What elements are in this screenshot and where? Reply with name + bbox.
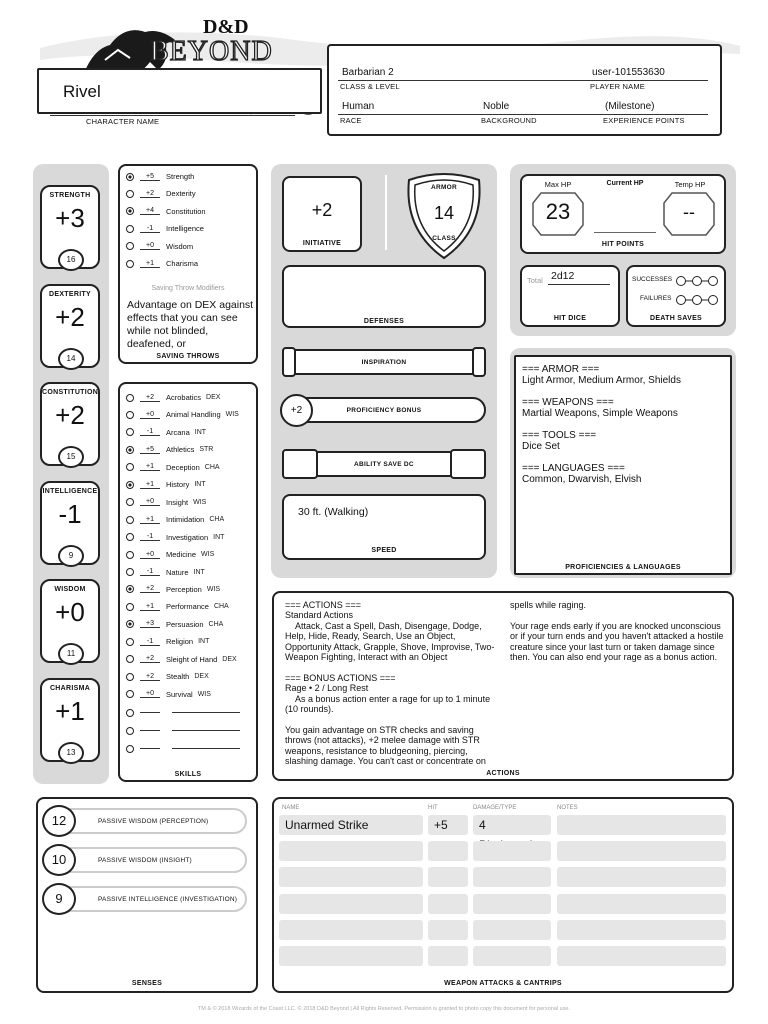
attack-hit-cell	[428, 841, 468, 861]
ability-modifier: +3	[55, 203, 85, 233]
attack-name-cell	[279, 867, 423, 887]
skill-ability: CHA	[213, 603, 229, 611]
skill-mod: +2	[140, 585, 160, 593]
brand-top: D&D	[203, 16, 249, 38]
saving-throw-name: Wisdom	[166, 241, 194, 251]
skill-ability: DEX	[194, 673, 209, 681]
skill-row[interactable]	[126, 441, 213, 458]
hit-dice-label: HIT DICE	[553, 315, 587, 322]
skill-mod: +3	[140, 620, 160, 628]
saving-throw-mod: +2	[140, 190, 160, 198]
proficiency-bonus-value: +2	[280, 394, 313, 427]
hit-points-title: HIT POINTS	[601, 241, 645, 248]
custom-skill-row[interactable]	[126, 722, 240, 739]
footer-legal: TM & © 2018 Wizards of the Coast LLC. © 2018 D&D Beyond | All Rights Reserved. Permission is granted to photo copy this document for personal use.	[197, 1006, 571, 1012]
inspiration-ribbon[interactable]	[282, 349, 486, 375]
ability-score: 16	[58, 249, 84, 271]
ability-wisdom	[40, 579, 100, 663]
proficiency-dot-icon	[126, 481, 134, 489]
attack-notes-cell	[557, 867, 726, 887]
attack-hit-cell	[428, 894, 468, 914]
proficiency-dot-icon	[126, 173, 134, 181]
skill-mod: +2	[140, 673, 160, 681]
character-name-label: CHARACTER NAME	[86, 117, 160, 126]
initiative-value: +2	[311, 200, 333, 220]
skill-row[interactable]	[126, 494, 206, 511]
skill-mod: +0	[140, 498, 160, 506]
saving-throw-row[interactable]	[126, 168, 194, 185]
attack-name-cell	[279, 894, 423, 914]
skill-ability: INT	[194, 481, 206, 489]
initiative-label: INITIATIVE	[302, 240, 342, 247]
skill-name: History	[166, 480, 190, 490]
saving-throws-title: SAVING THROWS	[156, 353, 220, 360]
skill-row[interactable]	[126, 616, 223, 633]
saving-throw-name: Intelligence	[166, 224, 204, 234]
skill-row[interactable]	[126, 476, 206, 493]
skill-name: Sleight of Hand	[166, 654, 218, 664]
skill-mod: +1	[140, 463, 160, 471]
skill-name: Investigation	[166, 532, 209, 542]
passive-sense-label: PASSIVE WISDOM (INSIGHT)	[98, 857, 192, 864]
attack-hit-cell	[428, 946, 468, 966]
custom-skill-row[interactable]	[126, 704, 240, 721]
race-line	[338, 114, 708, 115]
proficiency-dot-icon	[126, 690, 134, 698]
skill-mod: +1	[140, 516, 160, 524]
armor-class-bottom-label: CLASS	[432, 235, 456, 242]
experience-label: EXPERIENCE POINTS	[603, 116, 685, 125]
attack-name-cell	[279, 920, 423, 940]
skill-ability: WIS	[193, 498, 207, 506]
actions-title: ACTIONS	[486, 770, 520, 777]
proficiency-bonus-label: PROFICIENCY BONUS	[346, 407, 422, 414]
saving-throw-name: Strength	[166, 172, 195, 181]
skill-row[interactable]	[126, 529, 224, 546]
passive-sense-value: 10	[42, 844, 76, 876]
ability-strength	[40, 185, 100, 269]
ability-name: CHARISMA	[49, 684, 91, 692]
attack-notes-cell	[557, 894, 726, 914]
saving-throw-mod: +5	[140, 173, 160, 181]
proficiency-dot-icon	[126, 673, 134, 681]
ability-score: 9	[58, 545, 84, 567]
saving-throw-modifiers-text: Advantage on DEX against effects that you can see while not blinded, deafened, or	[127, 299, 254, 350]
successes-label: SUCCESSES	[632, 276, 673, 283]
ability-score: 15	[58, 446, 84, 468]
ability-charisma	[40, 678, 100, 762]
proficiency-dot-icon	[126, 533, 134, 541]
failure-circles-icon	[675, 294, 719, 306]
defenses-label: DEFENSES	[363, 318, 405, 325]
skill-mod: +0	[140, 551, 160, 559]
skill-ability: CHA	[209, 516, 225, 524]
ability-save-dc-label: ABILITY SAVE DC	[354, 461, 414, 468]
ability-save-dc-ribbon	[282, 451, 486, 477]
proficiency-dot-icon	[126, 620, 134, 628]
attack-notes-cell	[557, 815, 726, 835]
failure-checkboxes[interactable]	[675, 293, 719, 305]
custom-skill-row[interactable]	[126, 740, 240, 757]
skill-mod: -1	[140, 428, 160, 436]
skill-ability: STR	[199, 446, 214, 454]
skill-name: Insight	[166, 497, 189, 507]
ability-modifier: +2	[55, 400, 85, 430]
proficiency-dot-icon	[126, 411, 134, 419]
saving-throw-row[interactable]	[126, 220, 204, 237]
attack-name-cell	[279, 841, 423, 861]
attack-damage-cell	[473, 894, 551, 914]
speed-value: 30 ft. (Walking)	[298, 506, 369, 518]
saving-throw-row[interactable]	[126, 203, 206, 220]
ability-score: 14	[58, 348, 84, 370]
initiative-divider	[385, 175, 387, 250]
attack-damage-cell	[473, 920, 551, 940]
ability-modifier: +0	[55, 597, 85, 627]
ability-name: STRENGTH	[49, 192, 91, 199]
skill-name: Arcana	[166, 427, 190, 437]
current-hp-input[interactable]	[594, 193, 656, 233]
brand-logo-text: BEYOND	[150, 36, 273, 67]
proficiency-dot-icon	[126, 260, 134, 268]
ability-name: WISDOM	[54, 586, 86, 593]
passive-sense	[44, 886, 247, 912]
proficiency-dot-icon	[126, 207, 134, 215]
passive-sense-label: PASSIVE WISDOM (PERCEPTION)	[98, 818, 209, 825]
attack-damage-cell	[473, 841, 551, 861]
skill-mod: +0	[140, 411, 160, 419]
class-level-value[interactable]: Barbarian 2	[342, 67, 394, 78]
passive-sense-value: 12	[42, 805, 76, 837]
senses-title: SENSES	[131, 980, 163, 987]
race-label: RACE	[340, 116, 362, 125]
ability-name: INTELLIGENCE	[42, 487, 98, 495]
saving-throw-modifiers-label: Saving Throw Modifiers	[151, 285, 225, 292]
saving-throw-mod: +0	[140, 242, 160, 250]
skill-row[interactable]	[126, 633, 209, 650]
proficiency-dot-icon	[126, 428, 134, 436]
attack-damage-cell: 4	[473, 815, 551, 835]
proficiencies-title: PROFICIENCIES & LANGUAGES	[565, 564, 681, 571]
weapon-attacks-title: WEAPON ATTACKS & CANTRIPS	[444, 980, 562, 987]
skill-ability: INT	[194, 428, 207, 436]
armor-class-value: 14	[433, 203, 455, 223]
skills-title: SKILLS	[174, 771, 202, 778]
proficiency-dot-icon	[126, 394, 134, 402]
saving-throw-row[interactable]	[126, 255, 198, 272]
actions-text-column-2: spells while raging. Your rage ends early if you are knocked unconscious or if your turn ends and you haven't attacked a hostile creature since your last turn or taken damage since then. You can also end your rage as a bonus action.	[510, 600, 724, 663]
passive-sense	[44, 808, 247, 834]
passive-sense-label: PASSIVE INTELLIGENCE (INVESTIGATION)	[98, 896, 238, 903]
ability-name: CONSTITUTION	[42, 389, 99, 396]
skill-row[interactable]	[126, 668, 209, 685]
ability-intelligence	[40, 481, 100, 565]
max-hp-value: 23	[545, 199, 571, 224]
ability-constitution	[40, 382, 100, 466]
skill-row[interactable]	[126, 546, 214, 563]
failures-label: FAILURES	[640, 295, 672, 302]
proficiency-dot-icon	[126, 190, 134, 198]
attack-notes-cell	[557, 920, 726, 940]
skill-row[interactable]	[126, 511, 224, 528]
skill-ability: WIS	[201, 551, 215, 559]
current-hp-label: Current HP	[606, 180, 644, 187]
skill-mod: +5	[140, 446, 160, 454]
skill-name: Perception	[166, 584, 202, 594]
max-hp-label: Max HP	[544, 180, 572, 189]
skill-ability: DEX	[206, 394, 221, 401]
proficiency-dot-icon	[126, 446, 134, 454]
saving-throw-name: Dexterity	[166, 189, 196, 199]
proficiency-dot-icon	[126, 603, 134, 611]
skill-row[interactable]	[126, 459, 220, 476]
skill-mod: -1	[140, 568, 160, 576]
race-value[interactable]: Human	[342, 101, 375, 112]
proficiency-dot-icon	[126, 568, 134, 576]
skill-row[interactable]	[126, 598, 229, 615]
attack-header-damage: DAMAGE/TYPE	[473, 805, 517, 811]
skill-name: Religion	[166, 637, 194, 647]
attack-hit-cell	[428, 920, 468, 940]
skill-name: Survival	[166, 689, 193, 699]
skill-name: Intimidation	[166, 515, 205, 525]
background-value[interactable]: Noble	[483, 101, 510, 112]
actions-text-column-1: === ACTIONS === Standard Actions Attack, Cast a Spell, Dash, Disengage, Dodge, Help, Hide, Ready, Search, Use an Object, Opportunity Attack, Grapple, Shove, Improvise, Two-Weapon Fighting, Interact with an Object === BONUS ACTIONS === Rage • 2 / Long Rest As a bonus action enter a rage for up to 1 minute (10 rounds). You gain advantage on STR checks and saving throws (not attacks), +2 melee damage with STR weapons, resistance to bludgeoning, piercing, slashing damage. You can't cast or concentrate on	[285, 600, 495, 767]
player-name-value[interactable]: user-101553630	[592, 67, 665, 78]
character-name[interactable]: Rivel	[63, 82, 101, 101]
saving-throw-row[interactable]	[126, 238, 193, 255]
attack-notes-cell	[557, 841, 726, 861]
ability-score: 11	[58, 643, 84, 665]
saving-throw-mod: -1	[140, 225, 160, 233]
skill-row[interactable]	[126, 581, 220, 598]
skill-ability: WIS	[225, 411, 239, 419]
proficiency-dot-icon	[126, 551, 134, 559]
experience-value[interactable]: (Milestone)	[605, 101, 655, 112]
temp-hp-label: Temp HP	[674, 180, 706, 189]
character-name-line	[50, 115, 295, 116]
skill-name: Animal Handling	[166, 410, 221, 420]
hit-dice-total-label: Total	[527, 276, 543, 285]
proficiency-dot-icon	[126, 516, 134, 524]
skill-row[interactable]	[126, 406, 239, 423]
skill-ability: INT	[198, 638, 210, 646]
inspiration-label: INSPIRATION	[361, 359, 407, 366]
saving-throw-mod: +1	[140, 260, 160, 268]
skill-ability: WIS	[197, 690, 211, 698]
ability-modifier: +1	[55, 695, 85, 726]
attack-header-notes: NOTES	[557, 805, 578, 811]
attack-damage-cell	[473, 946, 551, 966]
attack-hit-cell	[428, 867, 468, 887]
proficiency-dot-icon	[126, 225, 134, 233]
ability-modifier: -1	[58, 498, 82, 529]
skill-row[interactable]	[126, 686, 211, 703]
ability-score: 13	[58, 742, 84, 764]
proficiency-dot-icon	[126, 655, 134, 663]
proficiency-dot-icon	[126, 463, 134, 471]
attack-header-name: NAME	[282, 805, 300, 811]
proficiency-dot-icon	[126, 638, 134, 646]
skill-name: Performance	[166, 602, 209, 612]
skill-mod: -1	[140, 638, 160, 646]
proficiency-dot-icon	[126, 498, 134, 506]
hit-dice-value: 2d12	[551, 270, 575, 282]
skill-name: Acrobatics	[166, 393, 202, 402]
success-circles-icon	[675, 275, 719, 287]
saving-throw-row[interactable]	[126, 185, 196, 202]
saving-throw-name: Constitution	[166, 206, 206, 216]
attack-damage-cell	[473, 867, 551, 887]
skill-mod: -1	[140, 533, 160, 541]
player-name-label: PLAYER NAME	[590, 82, 645, 91]
success-checkboxes[interactable]	[675, 274, 719, 286]
proficiency-dot-icon	[126, 242, 134, 250]
attack-name-cell: Unarmed Strike	[279, 815, 423, 835]
skill-ability: CHA	[208, 620, 224, 628]
skill-mod: +1	[140, 481, 160, 489]
skill-mod: +2	[140, 655, 160, 663]
saving-throw-name: Charisma	[166, 259, 199, 268]
class-level-line	[338, 80, 708, 81]
skill-ability: DEX	[222, 655, 237, 663]
death-saves-label: DEATH SAVES	[649, 315, 703, 322]
skill-mod: +1	[140, 603, 160, 611]
skill-name: Persuasion	[166, 619, 204, 629]
skill-name: Medicine	[166, 550, 197, 560]
attack-notes-cell	[557, 946, 726, 966]
skill-ability: WIS	[206, 585, 221, 593]
passive-sense	[44, 847, 247, 873]
attack-header-hit: HIT	[428, 805, 438, 811]
speed-label: SPEED	[371, 547, 397, 554]
ability-name: DEXTERITY	[49, 290, 91, 298]
background-label: BACKGROUND	[481, 116, 537, 125]
attack-name-cell	[279, 946, 423, 966]
skill-row[interactable]	[126, 389, 220, 406]
hit-dice-line	[548, 284, 610, 285]
ability-modifier: +2	[55, 301, 85, 332]
skill-mod: +0	[140, 690, 160, 698]
proficiencies-text: === ARMOR === Light Armor, Medium Armor, Shields === WEAPONS === Martial Weapons, Simple Weapons === TOOLS === Dice Set === LANGUAGES === Common, Dwarvish, Elvish	[522, 364, 681, 485]
skill-ability: CHA	[204, 463, 220, 471]
class-level-label: CLASS & LEVEL	[340, 82, 400, 91]
saving-throw-mod: +4	[140, 207, 160, 215]
skill-mod: +2	[140, 394, 160, 402]
skill-row[interactable]	[126, 424, 206, 441]
attack-hit-cell: +5	[428, 815, 468, 835]
skill-name: Nature	[166, 567, 189, 577]
skill-row[interactable]	[126, 651, 237, 668]
skill-ability: INT	[193, 568, 205, 576]
skill-ability: INT	[213, 533, 225, 541]
skill-row[interactable]	[126, 564, 205, 581]
skill-name: Athletics	[166, 445, 195, 455]
passive-sense-value: 9	[42, 883, 76, 915]
ability-dexterity	[40, 284, 100, 368]
skill-name: Stealth	[166, 672, 190, 682]
skill-name: Deception	[166, 462, 200, 472]
custom-skill-rows	[126, 704, 256, 758]
armor-class-top-label: ARMOR	[430, 184, 458, 191]
proficiency-dot-icon	[126, 585, 134, 593]
temp-hp-value[interactable]: --	[683, 202, 695, 222]
